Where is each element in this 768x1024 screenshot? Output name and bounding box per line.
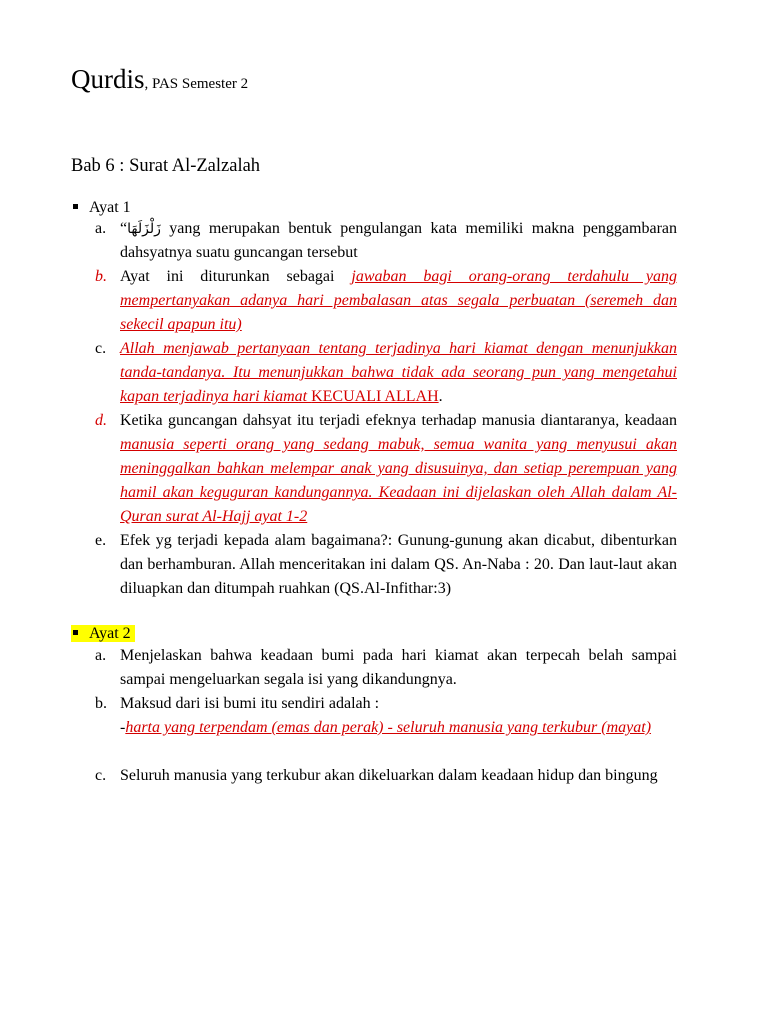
square-bullet-icon xyxy=(73,630,78,635)
item-letter: b. xyxy=(95,695,107,712)
ayat1-label: Ayat 1 xyxy=(89,199,131,216)
item-caps: KECUALI ALLAH xyxy=(311,388,439,405)
item-highlight: manusia seperti orang yang sedang mabuk, semua wanita yang menyusui akan meninggalkan bahkan melempar anak yang disusuinya, dan setiap perempuan yang hamil akan keguguran kandungannya. Keadaan ini dijelaskan oleh Allah dalam Al-Quran surat Al-Hajj ayat 1-2 xyxy=(120,436,677,525)
ayat1-item-c xyxy=(95,337,677,409)
item-dash: - xyxy=(120,719,126,736)
square-bullet-icon xyxy=(73,204,78,209)
arabic-word: زَلْزَلَهَا xyxy=(127,221,161,237)
ayat1-item-d xyxy=(95,409,677,529)
ayat1-item-b xyxy=(95,265,677,337)
item-highlight: Allah menjawab pertanyaan tentang terjadinya hari kiamat dengan menunjukkan tanda-tandanya. Itu menunjukkan bahwa tidak ada seorang pun yang mengetahui kapan terjadinya hari kiamat xyxy=(120,340,677,405)
ayat2-item-a xyxy=(95,644,677,692)
title-main: Qurdis xyxy=(71,64,145,94)
item-highlight: harta yang terpendam (emas dan perak) - seluruh manusia yang terkubur (mayat) xyxy=(125,719,652,736)
open-quote: “ xyxy=(120,220,128,237)
item-letter: a. xyxy=(95,220,107,237)
item-letter: e. xyxy=(95,532,107,549)
item-highlight: jawaban bagi orang-orang terdahulu yang mempertanyakan adanya hari pembalasan atas segala perbuatan (seremeh dan sekecil apapun itu) xyxy=(120,268,677,333)
item-text: Efek yg terjadi kepada alam bagaimana?: Gunung-gunung akan dicabut, dibenturkan dan berhamburan. Allah menceritakan ini dalam QS. An-Naba : 20. Dan laut-laut akan diluapkan dan ditumpah ruahkan (QS.Al-Infithar:3) xyxy=(120,532,677,597)
ayat1-item-e xyxy=(95,529,677,601)
ayat2-item-b xyxy=(95,692,677,740)
document-title xyxy=(71,66,248,93)
ayat2-item-c xyxy=(95,764,677,788)
item-end: . xyxy=(438,388,443,405)
ayat2-label: Ayat 2 xyxy=(89,625,131,642)
item-letter: a. xyxy=(95,647,107,664)
item-letter: b. xyxy=(95,268,107,285)
item-text: Ketika guncangan dahsyat itu terjadi efeknya terhadap manusia diantaranya, keadaan xyxy=(120,412,677,429)
ayat1-item-a xyxy=(95,217,678,265)
chapter-heading: Bab 6 : Surat Al-Zalzalah xyxy=(71,156,261,176)
item-text: yang merupakan bentuk pengulangan kata memiliki makna penggambaran dahsyatnya suatu guncangan tersebut xyxy=(120,220,678,261)
item-text: Seluruh manusia yang terkubur akan dikeluarkan dalam keadaan hidup dan bingung xyxy=(120,767,658,784)
item-text: Ayat ini diturunkan sebagai xyxy=(120,268,352,285)
title-subtitle: , PAS Semester 2 xyxy=(144,76,249,92)
item-text: Menjelaskan bahwa keadaan bumi pada hari kiamat akan terpecah belah sampai sampai mengeluarkan segala isi yang dikandungnya. xyxy=(120,647,677,688)
item-text: Maksud dari isi bumi itu sendiri adalah : xyxy=(120,695,380,712)
item-letter: c. xyxy=(95,767,107,784)
ayat1-bullet xyxy=(71,198,131,218)
ayat2-bullet xyxy=(71,624,135,644)
item-letter: c. xyxy=(95,340,107,357)
item-letter: d. xyxy=(95,412,107,429)
